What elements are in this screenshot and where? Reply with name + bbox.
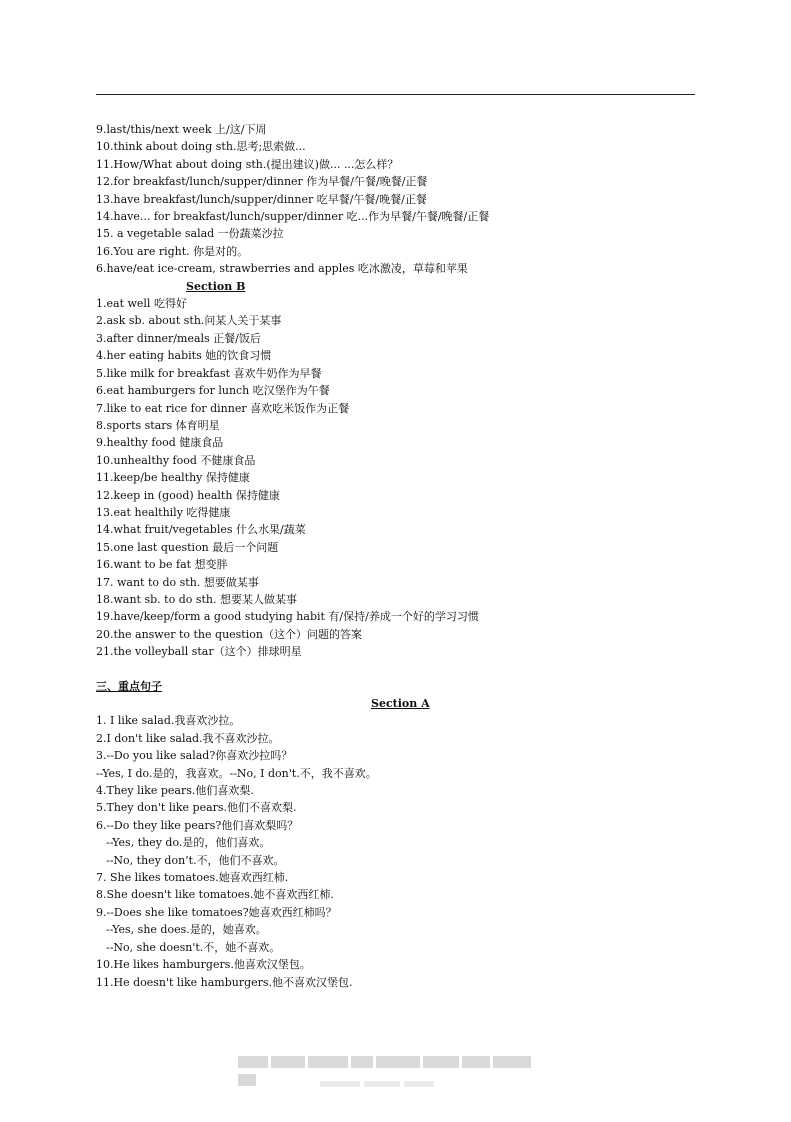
phrase-list-section-a — [96, 121, 696, 278]
sentence-line: 8.She doesn't like tomatoes.她不喜欢西红柿. — [96, 888, 334, 902]
phrase-b-line: 20.the answer to the question（这个）问题的答案 — [96, 627, 362, 641]
phrase-b-line: 17. want to do sth. 想要做某事 — [96, 575, 259, 589]
header-rule — [96, 94, 695, 95]
sentence-line: 2.I don't like salad.我不喜欢沙拉。 — [96, 731, 280, 745]
sentence-line: --Yes, she does.是的，她喜欢。 — [106, 923, 267, 937]
sentence-line: 9.--Does she like tomatoes?她喜欢西红柿吗？ — [96, 905, 337, 919]
phrase-b-line: 8.sports stars 体育明星 — [96, 418, 220, 432]
phrase-b-line: 4.her eating habits 她的饮食习惯 — [96, 349, 272, 363]
phrase-b-line: 6.eat hamburgers for lunch 吃汉堡作为午餐 — [96, 384, 330, 398]
key-sentences-list — [96, 712, 696, 991]
phrase-list-section-b — [96, 295, 696, 661]
phrase-b-line: 3.after dinner/meals 正餐/饭后 — [96, 331, 261, 345]
phrase-line: 14.have... for breakfast/lunch/supper/dinner 吃...作为早餐/午餐/晚餐/正餐 — [96, 210, 490, 224]
spacer — [96, 661, 696, 678]
part-three-heading: 三、重点句子 — [96, 679, 162, 693]
sentence-line: --No, she doesn't.不，她不喜欢。 — [106, 940, 281, 954]
phrase-b-line: 16.want to be fat 想变胖 — [96, 558, 228, 572]
phrase-line: 6.have/eat ice-cream, strawberries and apples 吃冰激凌，草莓和苹果 — [96, 262, 468, 276]
phrase-b-line: 2.ask sb. about sth.问某人关于某事 — [96, 314, 282, 328]
phrase-b-line: 13.eat healthily 吃得健康 — [96, 505, 231, 519]
sentence-line: --No, they don’t.不，他们不喜欢。 — [106, 853, 285, 867]
phrase-line: 10.think about doing sth.思考;思索做... — [96, 140, 306, 154]
phrase-b-line: 5.like milk for breakfast 喜欢牛奶作为早餐 — [96, 366, 322, 380]
section-b-title: Section B — [186, 279, 246, 293]
footer-watermark — [238, 1056, 554, 1070]
sentence-line: 11.He doesn't like hamburgers.他不喜欢汉堡包. — [96, 975, 353, 989]
phrase-line: 15. a vegetable salad 一份蔬菜沙拉 — [96, 227, 284, 241]
sentence-line: 4.They like pears.他们喜欢梨. — [96, 784, 254, 798]
sentence-line: --Yes, they do.是的，他们喜欢。 — [106, 836, 271, 850]
sentence-line: 7. She likes tomatoes.她喜欢西红柿. — [96, 871, 289, 885]
phrase-line: 16.You are right. 你是对的。 — [96, 244, 249, 258]
phrase-b-line: 1.eat well 吃得好 — [96, 297, 187, 311]
phrase-line: 13.have breakfast/lunch/supper/dinner 吃早餐/午餐/晚餐/正餐 — [96, 192, 427, 206]
phrase-b-line: 7.like to eat rice for dinner 喜欢吃米饭作为正餐 — [96, 401, 350, 415]
phrase-b-line: 21.the volleyball star（这个）排球明星 — [96, 645, 302, 659]
phrase-b-line: 11.keep/be healthy 保持健康 — [96, 471, 250, 485]
footer-watermark-sub — [320, 1074, 450, 1082]
phrase-line: 9.last/this/next week 上/这/下周 — [96, 123, 267, 136]
phrase-b-line: 12.keep in (good) health 保持健康 — [96, 488, 280, 502]
sentence-line: 5.They don't like pears.他们不喜欢梨. — [96, 801, 297, 815]
sentence-line: 1. I like salad.我喜欢沙拉。 — [96, 714, 241, 728]
sentence-line: --Yes, I do.是的，我喜欢。--No, I don't.不，我不喜欢。 — [96, 766, 377, 780]
section-a-title: Section A — [371, 697, 430, 710]
phrase-line: 12.for breakfast/lunch/supper/dinner 作为早餐/午餐/晚餐/正餐 — [96, 175, 428, 189]
phrase-b-line: 9.healthy food 健康食品 — [96, 436, 224, 450]
phrase-b-line: 19.have/keep/form a good studying habit 有/保持/养成一个好的学习习惯 — [96, 610, 479, 624]
phrase-b-line: 18.want sb. to do sth. 想要某人做某事 — [96, 592, 297, 606]
content-body — [96, 121, 696, 991]
sentence-line: 10.He likes hamburgers.他喜欢汉堡包。 — [96, 958, 311, 972]
phrase-line: 11.How/What about doing sth.(提出建议)做... ...怎么样？ — [96, 157, 399, 171]
sentence-line: 6.--Do they like pears?他们喜欢梨吗？ — [96, 818, 299, 832]
phrase-b-line: 15.one last question 最后一个问题 — [96, 540, 279, 554]
phrase-b-line: 10.unhealthy food 不健康食品 — [96, 453, 256, 467]
sentence-line: 3.--Do you like salad?你喜欢沙拉吗？ — [96, 749, 293, 763]
phrase-b-line: 14.what fruit/vegetables 什么水果/蔬菜 — [96, 523, 306, 537]
